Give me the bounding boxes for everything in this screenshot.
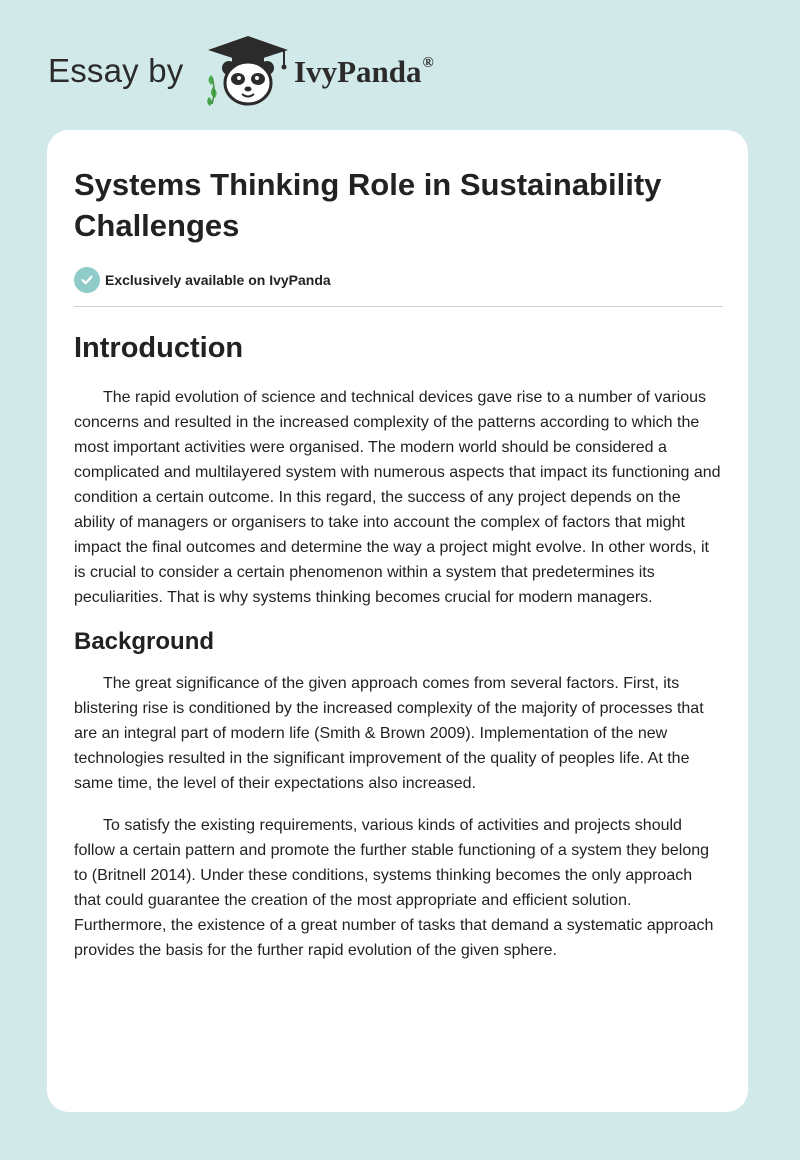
section-heading-background: Background xyxy=(74,628,215,655)
registered-mark: ® xyxy=(422,54,434,71)
essay-card xyxy=(47,130,748,1112)
check-icon xyxy=(74,267,100,293)
divider xyxy=(74,306,723,307)
essay-title: Systems Thinking Role in Sustainability Challenges xyxy=(74,167,662,243)
brand-name[interactable] xyxy=(294,54,434,90)
essay-by-label: Essay by xyxy=(48,52,184,89)
site-header xyxy=(48,30,488,110)
paragraph: The rapid evolution of science and technical devices gave rise to a number of various concerns and resulted in the increased complexity of the patterns according to which the most important activities were organised. The modern world should be considered a complicated and multilayered system with numerous aspects that impact its functioning and condition a certain outcome. In this regard, the success of any project depends on the ability of managers or organisers to take into account the complex of factors that might impact the final outcomes and determine the way a project might evolve. In other words, it is crucial to consider a certain phenomenon within a system that predetermines its peculiarities. That is why systems thinking becomes crucial for modern managers. xyxy=(74,389,721,606)
paragraph: The great significance of the given approach comes from several factors. First, its blistering rise is conditioned by the increased complexity of the majority of processes that are an integral part of modern life (Smith & Brown 2009). Implementation of the new technologies resulted in the significant improvement of the quality of peoples life. At the same time, the level of their expectations also increased. xyxy=(74,675,704,792)
brand-text: IvyPanda xyxy=(294,54,422,89)
essay-content xyxy=(74,164,723,963)
paragraph: To satisfy the existing requirements, various kinds of activities and projects should follow a certain pattern and promote the further stable functioning of a system they belong to (Britnell 2014). Under these conditions, systems thinking becomes the only approach that could guarantee the creation of the most appropriate and efficient solution. Furthermore, the existence of a great number of tasks that demand a systematic approach provides the basis for the further rapid evolution of the given sphere. xyxy=(74,817,714,959)
ivypanda-logo-icon[interactable] xyxy=(202,30,294,110)
section-heading-introduction: Introduction xyxy=(74,332,244,364)
exclusive-badge xyxy=(74,266,723,293)
exclusive-label: Exclusively available on IvyPanda xyxy=(105,271,331,288)
